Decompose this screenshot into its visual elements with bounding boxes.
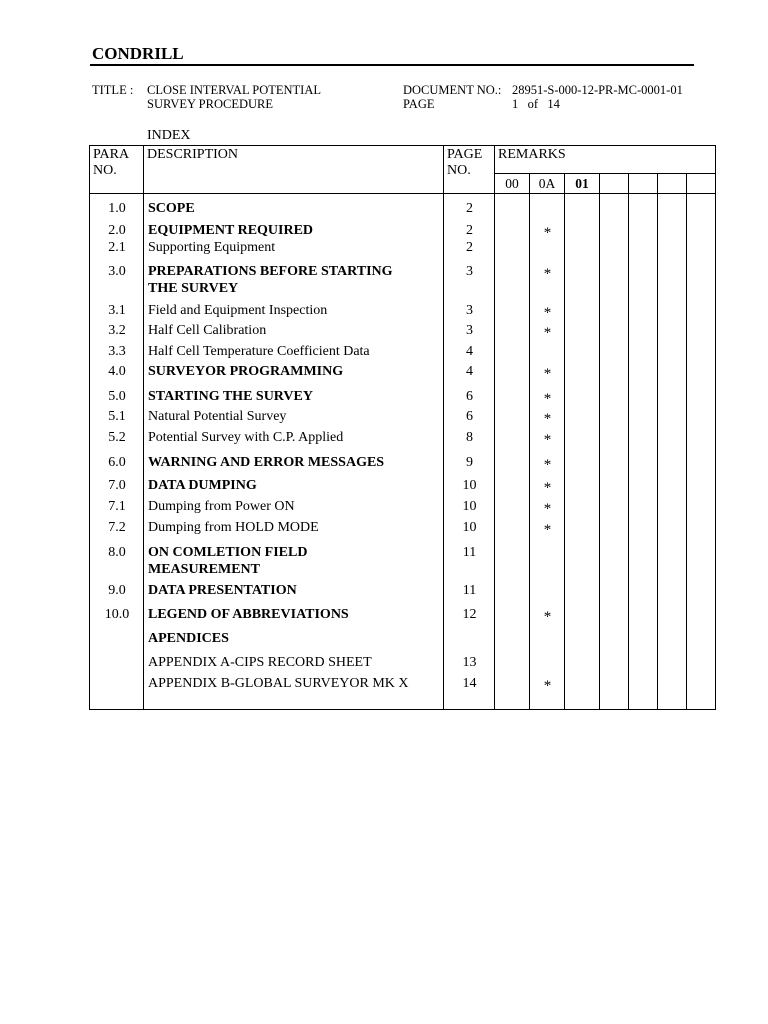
page-number: 10 (462, 499, 477, 514)
page-number: 2 (466, 223, 473, 238)
description-column (144, 194, 444, 710)
remarks-header: REMARKS (495, 146, 716, 174)
rev-00-header: 00 (495, 174, 530, 194)
subsection-title: Half Cell Calibration (148, 323, 267, 338)
para-number: 8.0 (108, 545, 126, 560)
para-number: 5.0 (108, 389, 126, 404)
para-number: 2.0 (108, 223, 126, 238)
revision-mark: * (543, 480, 552, 496)
page-column (444, 194, 495, 710)
para-number: 10.0 (104, 607, 130, 622)
revision-mark: * (543, 325, 552, 341)
para-number: 7.1 (108, 499, 126, 514)
revision-mark: * (543, 432, 552, 448)
rev-0a-header: 0A (530, 174, 565, 194)
section-heading: PREPARATIONS BEFORE STARTING (148, 264, 393, 279)
revision-mark: * (543, 266, 552, 282)
rev-blank-header (687, 174, 716, 194)
para-number: 3.0 (108, 264, 126, 279)
section-heading: THE SURVEY (148, 281, 239, 296)
document-number-label: DOCUMENT NO.: (403, 83, 502, 97)
page-number: 4 (466, 344, 473, 359)
subsection-title: Half Cell Temperature Coefficient Data (148, 344, 370, 359)
page-number: 3 (466, 323, 473, 338)
subsection-title: Natural Potential Survey (148, 409, 287, 424)
section-heading: DATA PRESENTATION (148, 583, 297, 598)
section-heading: EQUIPMENT REQUIRED (148, 223, 314, 238)
page-number: 3 (466, 264, 473, 279)
para-number: 3.1 (108, 303, 126, 318)
para-number: 3.2 (108, 323, 126, 338)
rev-0a-column (530, 194, 565, 710)
rev-blank-column (687, 194, 716, 710)
page-number: 11 (462, 583, 477, 598)
para-number: 7.0 (108, 478, 126, 493)
page-number: 10 (462, 478, 477, 493)
section-heading: WARNING AND ERROR MESSAGES (148, 455, 385, 470)
page-number: 6 (466, 389, 473, 404)
revision-mark: * (543, 391, 552, 407)
page-no-header: PAGE NO. (444, 146, 495, 194)
revision-mark: * (543, 411, 552, 427)
rev-01-header: 01 (565, 174, 600, 194)
para-column (90, 194, 144, 710)
para-number: 6.0 (108, 455, 126, 470)
rev-blank-header (600, 174, 629, 194)
rev-blank-header (658, 174, 687, 194)
para-number: 7.2 (108, 520, 126, 535)
section-heading: STARTING THE SURVEY (148, 389, 313, 404)
rev-blank-column (658, 194, 687, 710)
revision-mark: * (543, 501, 552, 517)
subsection-title: Supporting Equipment (148, 240, 276, 255)
para-number: 9.0 (108, 583, 126, 598)
revision-mark: * (543, 225, 552, 241)
section-heading: SURVEYOR PROGRAMMING (148, 364, 344, 379)
section-heading: ON COMLETION FIELD (148, 545, 308, 560)
subsection-title: APPENDIX A-CIPS RECORD SHEET (148, 655, 372, 670)
subsection-title: Dumping from HOLD MODE (148, 520, 319, 535)
index-table (89, 145, 716, 710)
page-number: 4 (466, 364, 473, 379)
rev-blank-column (600, 194, 629, 710)
subsection-title: Potential Survey with C.P. Applied (148, 430, 344, 445)
page-number: 8 (466, 430, 473, 445)
section-heading: SCOPE (148, 201, 195, 216)
section-heading: APENDICES (148, 631, 229, 646)
title-label: TITLE : (92, 83, 134, 97)
subsection-title: Dumping from Power ON (148, 499, 295, 514)
revision-mark: * (543, 678, 552, 694)
rev-00-column (495, 194, 530, 710)
section-heading: MEASUREMENT (148, 562, 261, 577)
para-number: 2.1 (108, 240, 126, 255)
revision-mark: * (543, 457, 552, 473)
title-line-1: CLOSE INTERVAL POTENTIAL (147, 83, 321, 97)
page-value: 1 of 14 (512, 97, 560, 111)
title-line-2: SURVEY PROCEDURE (147, 97, 273, 111)
section-heading: LEGEND OF ABBREVIATIONS (148, 607, 349, 622)
para-number: 5.1 (108, 409, 126, 424)
revision-mark: * (543, 609, 552, 625)
index-title: INDEX (147, 128, 191, 143)
page-number: 14 (462, 676, 477, 691)
para-no-header: PARA NO. (90, 146, 144, 194)
rev-blank-header (629, 174, 658, 194)
page-number: 10 (462, 520, 477, 535)
rev-01-column (565, 194, 600, 710)
page-number: 11 (462, 545, 477, 560)
page-number: 9 (466, 455, 473, 470)
page-number: 13 (462, 655, 477, 670)
page-number: 2 (466, 201, 473, 216)
company-name: CONDRILL (92, 44, 184, 63)
description-header: DESCRIPTION (144, 146, 444, 194)
subsection-title: Field and Equipment Inspection (148, 303, 328, 318)
page-label: PAGE (403, 97, 435, 111)
rev-blank-column (629, 194, 658, 710)
subsection-title: APPENDIX B-GLOBAL SURVEYOR MK X (148, 676, 409, 691)
para-number: 4.0 (108, 364, 126, 379)
para-number: 3.3 (108, 344, 126, 359)
revision-mark: * (543, 305, 552, 321)
document-number-value: 28951-S-000-12-PR-MC-0001-01 (512, 83, 683, 97)
page-number: 12 (462, 607, 477, 622)
para-number: 1.0 (108, 201, 126, 216)
header-rule (90, 64, 694, 66)
para-number: 5.2 (108, 430, 126, 445)
section-heading: DATA DUMPING (148, 478, 257, 493)
revision-mark: * (543, 366, 552, 382)
page-number: 3 (466, 303, 473, 318)
revision-mark: * (543, 522, 552, 538)
page-number: 6 (466, 409, 473, 424)
page-number: 2 (466, 240, 473, 255)
